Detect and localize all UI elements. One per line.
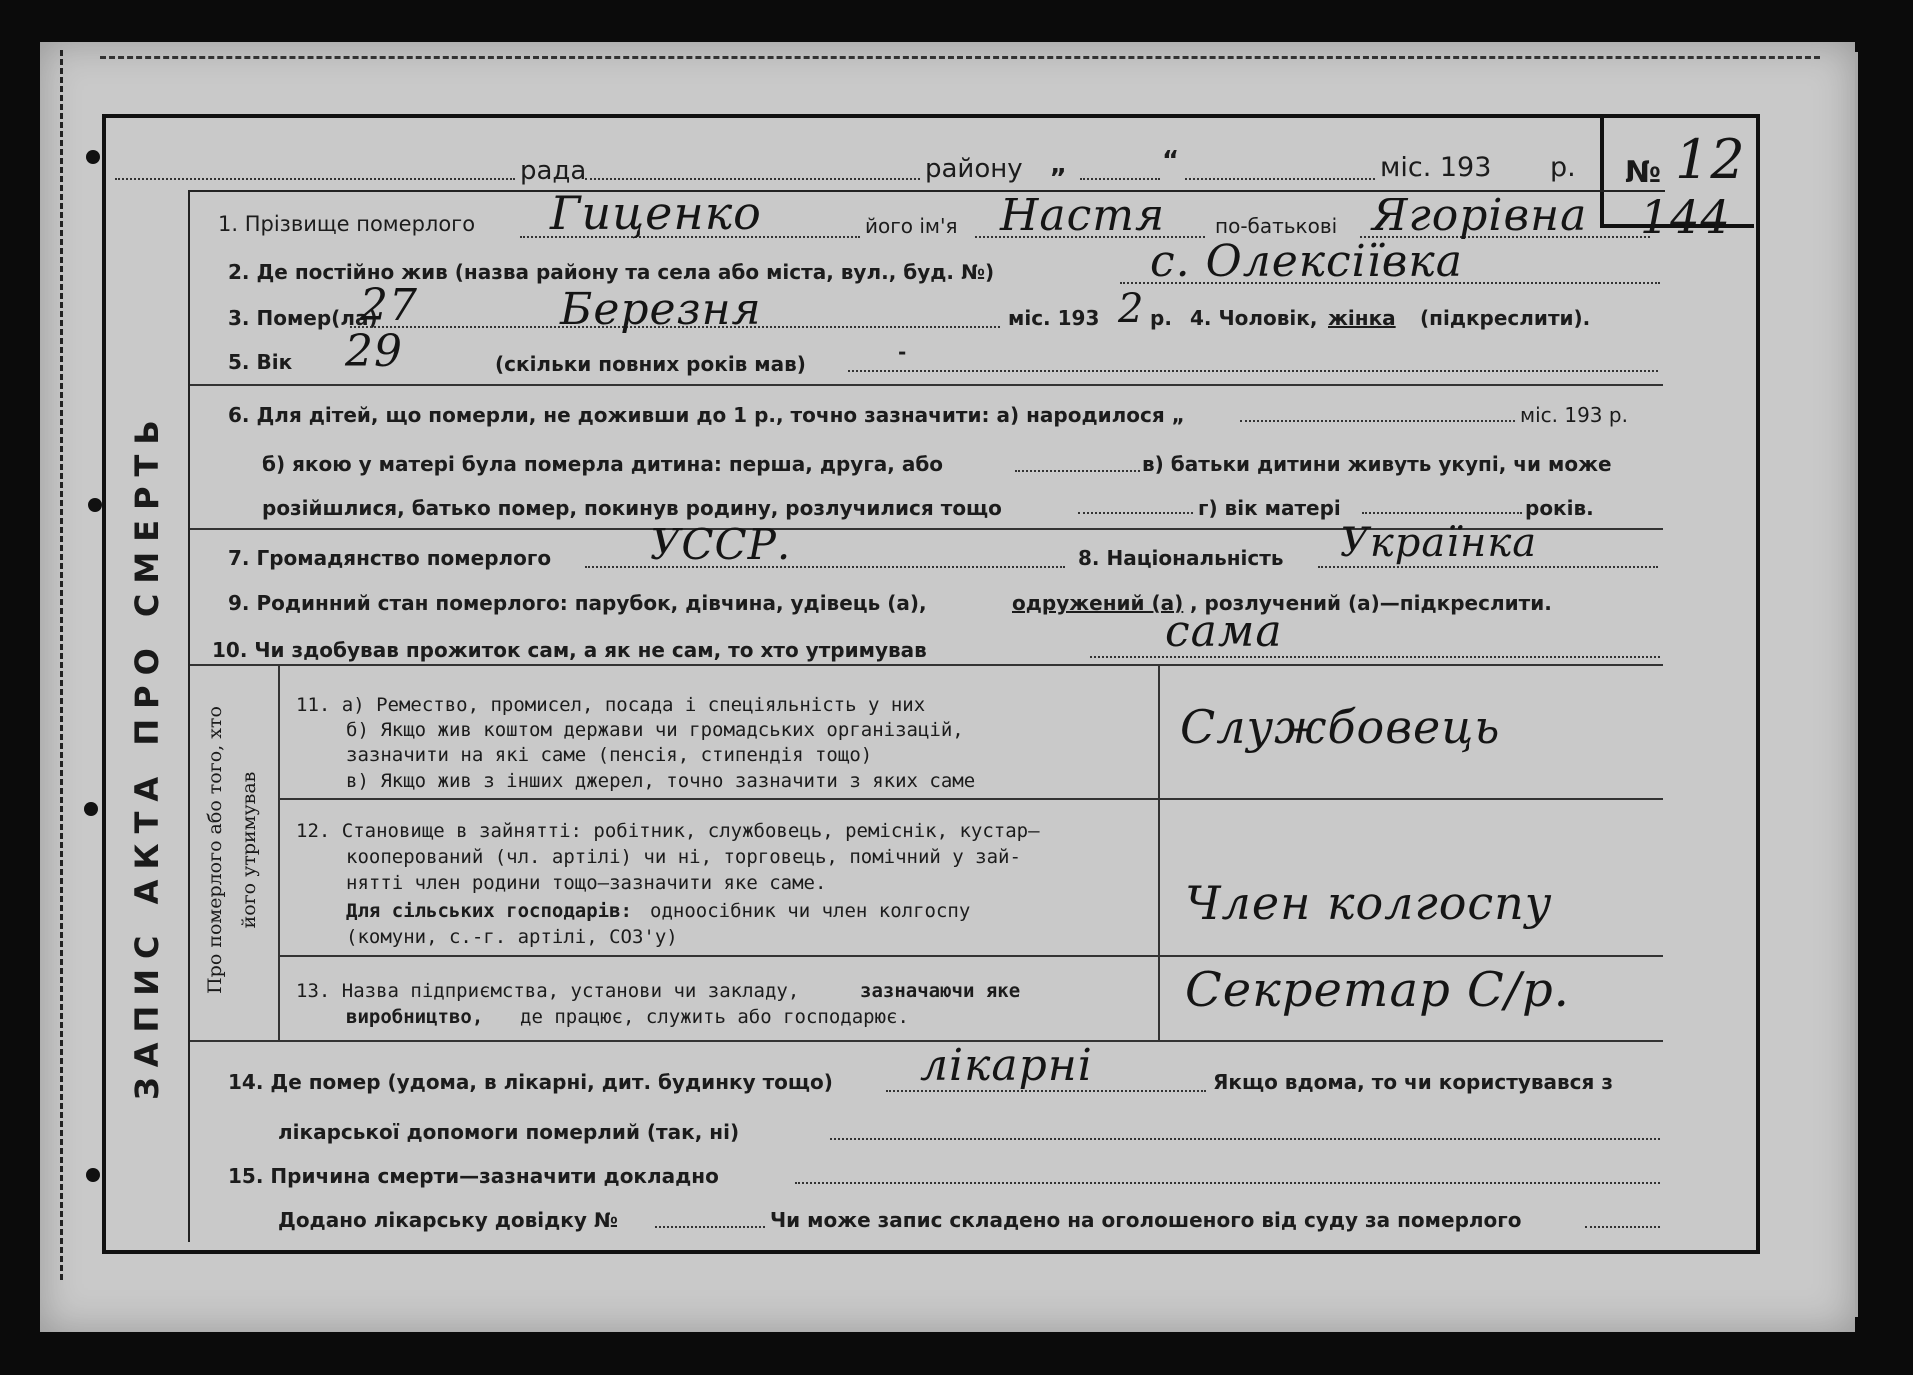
f4-note: (підкреслити). [1420, 306, 1591, 330]
dotted-line [830, 1138, 1660, 1140]
f10-label: 10. Чи здобував прожиток сам, а як не сам, то хто утримував [212, 638, 927, 662]
f13-2b: де працює, служить або господарює. [520, 1006, 909, 1028]
dotted-line [1318, 566, 1658, 568]
f9-text-b: , розлучений (а)—підкреслити. [1190, 591, 1552, 615]
patronymic-value: Ягорівна [1372, 190, 1588, 241]
dotted-line [848, 370, 1658, 372]
f14-c: лікарської допомоги померлий (так, ні) [278, 1120, 740, 1144]
dotted-line [1362, 512, 1522, 514]
f12-3: нятті член родини тощо—зазначити яке саме. [346, 872, 827, 894]
punch-hole [84, 802, 98, 816]
dotted-line [115, 178, 515, 180]
document-title: ЗАПИС АКТА ПРО СМЕРТЬ [128, 410, 166, 1100]
place-of-death-value: лікарні [920, 1040, 1093, 1091]
f13-1b: зазначаючи яке [860, 980, 1021, 1002]
first-name-value: Настя [1000, 190, 1166, 241]
record-number-extra: 144 [1640, 190, 1731, 244]
punch-hole [86, 150, 100, 164]
header-r: р. [1550, 152, 1576, 183]
number-label: № [1625, 155, 1662, 190]
f11b2: зазначити на які саме (пенсія, стипендія тощо) [346, 744, 873, 766]
perforation-top [100, 56, 1820, 59]
death-year-digit: 2 [1118, 286, 1145, 332]
f6-line2a: б) якою у матері була померла дитина: перша, друга, або [262, 452, 944, 476]
section-divider [190, 664, 1663, 666]
f12-2: кооперований (чл. артілі) чи ні, торговець, помічний у зай- [346, 846, 1021, 868]
f16-a: Додано лікарську довідку № [278, 1208, 618, 1232]
nationality-value: Українка [1340, 520, 1538, 566]
f12-1: 12. Становище в зайнятті: робітник, службовець, реміснік, кустар— [296, 820, 1040, 842]
f15-label: 15. Причина смерти—зазначити докладно [228, 1164, 719, 1188]
dotted-line [1585, 1226, 1660, 1228]
punch-hole [88, 498, 102, 512]
f13-1: 13. Назва підприємства, установи чи закладу, [296, 980, 800, 1002]
f6-line3b: г) вік матері [1198, 496, 1341, 520]
f11a: 11. а) Ремество, промисел, посада і спеціяльність у них [296, 694, 926, 716]
header-month-year: міс. 193 [1380, 152, 1492, 183]
f9-text-a: 9. Родинний стан померлого: парубок, дівчина, удівець (а), [228, 591, 927, 615]
dotted-line [1078, 512, 1193, 514]
f12-4: Для сільських господарів: [346, 900, 632, 922]
f5-note: (скільки повних років мав) [495, 352, 806, 376]
rada-label: рада [520, 156, 587, 186]
table-divider [278, 798, 1663, 800]
f2-label: 2. Де постійно жив (назва району та села або міста, вул., буд. №) [228, 260, 995, 284]
f16-b: Чи може запис складено на оголошеного від суду за померлого [770, 1208, 1522, 1232]
record-number: 12 [1675, 128, 1746, 191]
f6-line1-end: міс. 193 р. [1520, 403, 1628, 427]
dotted-line [1015, 470, 1140, 472]
occupation-value: Службовець [1180, 700, 1501, 754]
f8-label: 8. Національність [1078, 546, 1284, 570]
dotted-line [1080, 178, 1160, 180]
f11b: б) Якщо жив коштом держави чи громадських організацій, [346, 719, 964, 741]
f6-line3a: розійшлися, батько помер, покинув родину, розлучилися тощо [262, 496, 1002, 520]
f7-label: 7. Громадянство померлого [228, 546, 552, 570]
employment-status-value: Член колгоспу [1185, 876, 1553, 930]
quote-open: „ [1050, 150, 1068, 180]
table-divider [1158, 664, 1160, 1040]
residence-value: с. Олексіївка [1150, 236, 1463, 287]
section-divider [190, 384, 1663, 386]
f5-label: 5. Вік [228, 350, 293, 374]
f1-patronymic-label: по-батькові [1215, 214, 1338, 238]
workplace-value: Секретар С/р. [1185, 962, 1570, 1018]
f12-4b: одноосібник чи член колгоспу [650, 900, 971, 922]
dotted-line [1185, 178, 1375, 180]
dotted-line [1240, 420, 1515, 422]
f5-extra: - [898, 340, 907, 364]
death-day: 27 [360, 280, 418, 331]
table-divider [278, 955, 1663, 957]
f14-b: Якщо вдома, то чи користувався з [1213, 1070, 1613, 1094]
dotted-line [655, 1226, 765, 1228]
rayonu-label: району [925, 154, 1023, 184]
f6-line2b: в) батьки дитини живуть укупі, чи може [1142, 452, 1612, 476]
f6-line3c: років. [1525, 496, 1594, 520]
f3-label: 3. Помер(ла) [228, 306, 378, 330]
f4-female-underlined: жінка [1328, 306, 1396, 330]
f3-mis: міс. 193 [1008, 306, 1100, 330]
punch-hole [86, 1168, 100, 1182]
table-divider [278, 664, 280, 1040]
f12-5: (комуни, с.-г. артілі, СОЗ'у) [346, 926, 678, 948]
f11c: в) Якщо жив з інших джерел, точно зазначити з яких саме [346, 770, 976, 792]
surname-value: Гиценко [550, 186, 762, 240]
f1-name-label: його ім'я [865, 214, 958, 238]
perforation-left [60, 50, 63, 1280]
f6-line1: 6. Для дітей, що померли, не доживши до 1 р., точно зазначити: а) народилося „ [228, 403, 1185, 427]
quote-close: “ [1162, 146, 1180, 176]
supporter-value: сама [1165, 606, 1283, 657]
f4-label: 4. Чоловік, [1190, 306, 1318, 330]
f13-2: виробництво, [346, 1006, 484, 1028]
side-label: Про померлого або того, хто його утримував [204, 706, 260, 994]
f1-label: 1. Прізвище померлого [218, 212, 476, 236]
death-month: Березня [560, 284, 762, 335]
f14-label: 14. Де помер (удома, в лікарні, дит. будинку тощо) [228, 1070, 833, 1094]
dotted-line [585, 178, 920, 180]
age-value: 29 [345, 326, 403, 377]
citizenship-value: УССР. [650, 520, 792, 569]
dotted-line [795, 1182, 1660, 1184]
f3-r: р. [1150, 306, 1172, 330]
f9-married-underlined: одружений (а) [1012, 591, 1184, 615]
